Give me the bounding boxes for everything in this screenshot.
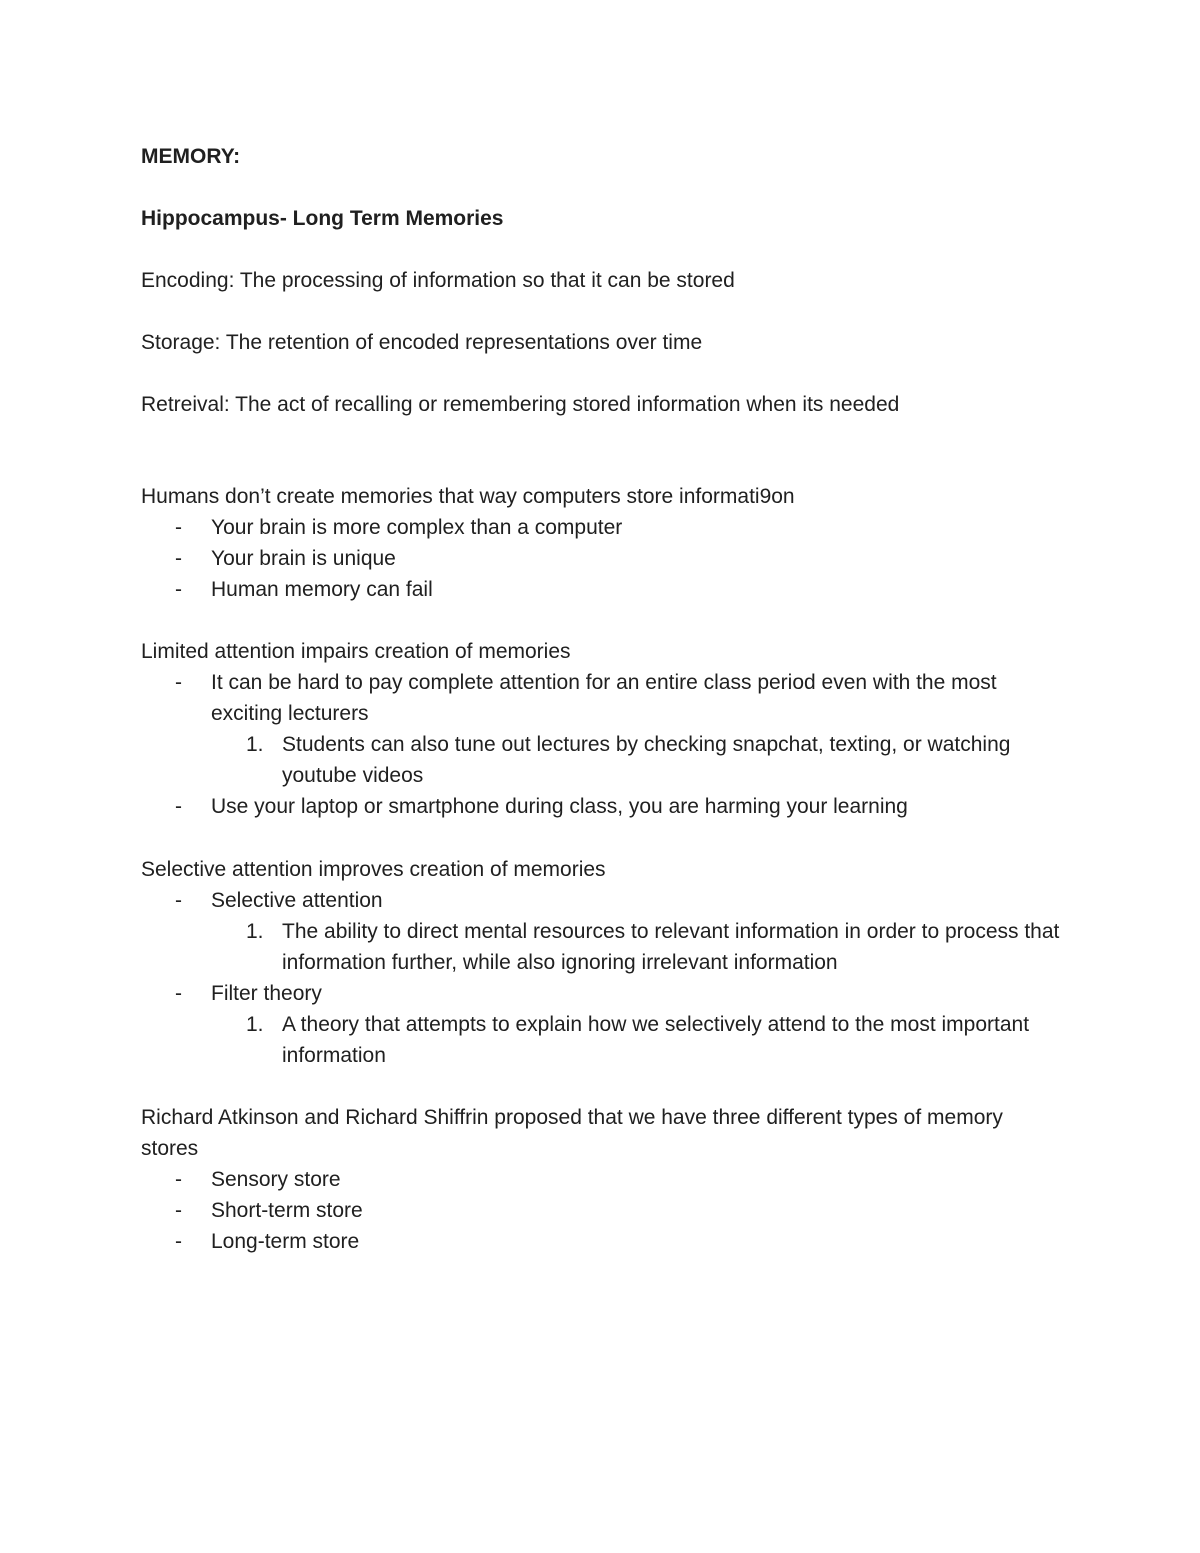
definition-storage: Storage: The retention of encoded representations over time xyxy=(141,331,703,354)
dash-bullet: - xyxy=(175,982,182,1005)
section-heading: Humans don’t create memories that way computers store informati9on xyxy=(141,485,795,508)
numbered-list xyxy=(141,1009,1061,1071)
dash-bullet: - xyxy=(175,1199,182,1222)
number-label: 1. xyxy=(246,733,264,756)
list-item xyxy=(141,574,1061,605)
dash-bullet: - xyxy=(175,1230,182,1253)
list-item xyxy=(141,543,1061,574)
section-heading: Richard Atkinson and Richard Shiffrin proposed that we have three different types of memory stores xyxy=(141,1106,1003,1160)
section-heading: Limited attention impairs creation of memories xyxy=(141,640,571,663)
numbered-item xyxy=(141,1009,1061,1071)
numbered-item xyxy=(141,916,1061,978)
number-label: 1. xyxy=(246,920,264,943)
dash-bullet: - xyxy=(175,1168,182,1191)
numbered-item-text: A theory that attempts to explain how we selectively attend to the most important information xyxy=(282,1013,1030,1067)
bullet-list xyxy=(141,1164,1061,1257)
list-item xyxy=(141,978,1061,1071)
section-limited-attention xyxy=(141,636,1061,822)
dash-bullet: - xyxy=(175,547,182,570)
number-label: 1. xyxy=(246,1013,264,1036)
list-item-text: Use your laptop or smartphone during class, you are harming your learning xyxy=(211,795,908,818)
bullet-list xyxy=(141,885,1061,1071)
list-item xyxy=(141,667,1061,791)
definition-encoding: Encoding: The processing of information so that it can be stored xyxy=(141,269,735,292)
list-item xyxy=(141,791,1061,822)
section-selective-attention xyxy=(141,854,1061,1071)
section-humans-memory xyxy=(141,481,1061,605)
numbered-item xyxy=(141,729,1061,791)
document-subtitle: Hippocampus- Long Term Memories xyxy=(141,207,504,230)
list-item-text: Selective attention xyxy=(211,889,383,912)
section-heading: Selective attention improves creation of memories xyxy=(141,858,606,881)
bullet-list xyxy=(141,667,1061,822)
list-item xyxy=(141,1164,1061,1195)
numbered-list xyxy=(141,729,1061,791)
dash-bullet: - xyxy=(175,889,182,912)
list-item-text: It can be hard to pay complete attention for an entire class period even with the most exciting lecturers xyxy=(211,671,997,725)
numbered-item-text: The ability to direct mental resources to relevant information in order to process that information further, while also ignoring irrelevant information xyxy=(282,920,1060,974)
list-item xyxy=(141,512,1061,543)
numbered-item-text: Students can also tune out lectures by checking snapchat, texting, or watching youtube videos xyxy=(282,733,1011,787)
dash-bullet: - xyxy=(175,795,182,818)
definition-retrieval: Retreival: The act of recalling or remembering stored information when its needed xyxy=(141,393,900,416)
list-item-text: Filter theory xyxy=(211,982,322,1005)
list-item-text: Long-term store xyxy=(211,1230,360,1253)
list-item-text: Human memory can fail xyxy=(211,578,433,601)
list-item xyxy=(141,1226,1061,1257)
document-page xyxy=(141,141,1061,1257)
list-item-text: Sensory store xyxy=(211,1168,341,1191)
numbered-list xyxy=(141,916,1061,978)
list-item-text: Short-term store xyxy=(211,1199,363,1222)
dash-bullet: - xyxy=(175,578,182,601)
list-item xyxy=(141,1195,1061,1226)
list-item-text: Your brain is more complex than a computer xyxy=(211,516,623,539)
section-memory-stores xyxy=(141,1102,1061,1257)
list-item xyxy=(141,885,1061,978)
list-item-text: Your brain is unique xyxy=(211,547,396,570)
bullet-list xyxy=(141,512,1061,605)
dash-bullet: - xyxy=(175,516,182,539)
dash-bullet: - xyxy=(175,671,182,694)
document-title: MEMORY: xyxy=(141,145,241,168)
